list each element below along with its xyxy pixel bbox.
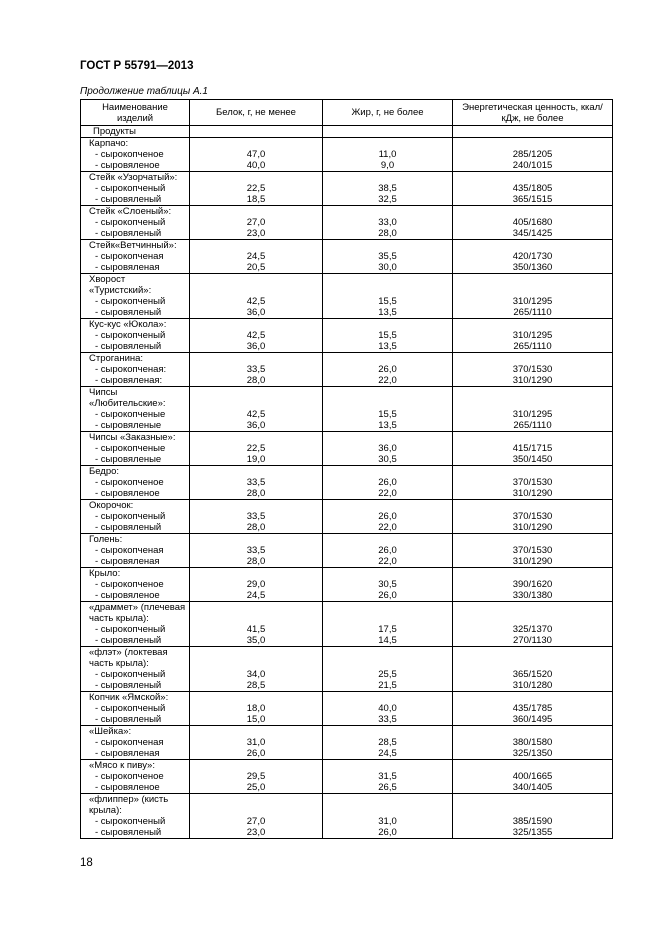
- row-energy: 310/1290: [453, 522, 613, 534]
- row-fat: 25,5: [323, 669, 453, 680]
- row-name: - сыровяленое: [81, 782, 190, 794]
- row-fat: 26,0: [323, 477, 453, 488]
- row-energy: 340/1405: [453, 782, 613, 794]
- row-protein: 28,0: [190, 556, 323, 568]
- row-name: Кус-кус «Юкола»:: [81, 319, 190, 331]
- row-protein: [190, 534, 323, 546]
- row-protein: 31,0: [190, 737, 323, 748]
- table-row: [81, 364, 613, 375]
- row-fat: [323, 726, 453, 738]
- table-row: [81, 590, 613, 602]
- row-protein: 20,5: [190, 262, 323, 274]
- row-name: - сырокопченая:: [81, 364, 190, 375]
- row-energy: [453, 692, 613, 704]
- row-fat: [323, 466, 453, 478]
- row-energy: [453, 500, 613, 512]
- table-row: [81, 477, 613, 488]
- row-name: «Шейка»:: [81, 726, 190, 738]
- row-name: - сыровяленый: [81, 635, 190, 647]
- row-protein: 33,5: [190, 545, 323, 556]
- table-row: [81, 296, 613, 307]
- row-energy: [453, 138, 613, 150]
- row-energy: [453, 760, 613, 772]
- row-protein: 28,0: [190, 522, 323, 534]
- table-row: [81, 624, 613, 635]
- row-fat: [323, 206, 453, 218]
- row-energy: 390/1620: [453, 579, 613, 590]
- row-name: Карпачо:: [81, 138, 190, 150]
- table-row: [81, 341, 613, 353]
- col-header-name: Наименование изделий: [81, 100, 190, 126]
- row-protein: 26,0: [190, 748, 323, 760]
- row-name: Строганина:: [81, 353, 190, 365]
- row-name: - сырокопченое: [81, 477, 190, 488]
- row-name: Чипсы «Заказные»:: [81, 432, 190, 444]
- table-row: [81, 149, 613, 160]
- row-energy: [453, 534, 613, 546]
- row-protein: 35,0: [190, 635, 323, 647]
- row-protein: [190, 466, 323, 478]
- row-fat: [323, 794, 453, 817]
- row-energy: 265/1110: [453, 307, 613, 319]
- row-name: - сыровяленая: [81, 556, 190, 568]
- row-fat: 22,0: [323, 375, 453, 387]
- group-row: [81, 274, 613, 297]
- row-fat: 26,5: [323, 782, 453, 794]
- row-name: «флэт» (локтевая часть крыла):: [81, 647, 190, 670]
- group-row: [81, 692, 613, 704]
- row-energy: 310/1290: [453, 375, 613, 387]
- row-protein: 47,0: [190, 149, 323, 160]
- row-energy: 350/1360: [453, 262, 613, 274]
- row-fat: [323, 138, 453, 150]
- row-name: Стейк «Узорчатый»:: [81, 172, 190, 184]
- row-energy: 265/1110: [453, 341, 613, 353]
- group-row: [81, 534, 613, 546]
- row-fat: [323, 240, 453, 252]
- table-caption: Продолжение таблицы А.1: [80, 86, 208, 97]
- row-protein: 34,0: [190, 669, 323, 680]
- table-header-row: [81, 100, 613, 126]
- row-name: - сыровяленый: [81, 341, 190, 353]
- row-name: - сырокопченая: [81, 545, 190, 556]
- row-protein: 25,0: [190, 782, 323, 794]
- row-energy: [453, 319, 613, 331]
- row-protein: 23,0: [190, 228, 323, 240]
- row-protein: [190, 602, 323, 625]
- row-energy: 310/1290: [453, 556, 613, 568]
- row-energy: 310/1295: [453, 409, 613, 420]
- group-row: [81, 500, 613, 512]
- row-fat: [323, 387, 453, 410]
- row-name: - сыровяленый: [81, 680, 190, 692]
- row-energy: 265/1110: [453, 420, 613, 432]
- row-name: - сыровяленый: [81, 307, 190, 319]
- row-name: - сыровяленый: [81, 827, 190, 839]
- nutrition-table: [80, 99, 613, 839]
- row-name: - сырокопченый: [81, 183, 190, 194]
- row-protein: 40,0: [190, 160, 323, 172]
- row-fat: 32,5: [323, 194, 453, 206]
- row-name: Стейк «Слоеный»:: [81, 206, 190, 218]
- row-name: - сырокопченое: [81, 149, 190, 160]
- row-name: - сырокопченый: [81, 217, 190, 228]
- row-protein: [190, 206, 323, 218]
- row-fat: [323, 602, 453, 625]
- row-protein: 24,5: [190, 590, 323, 602]
- row-name: «флиппер» (кисть крыла):: [81, 794, 190, 817]
- group-row: [81, 726, 613, 738]
- row-fat: [323, 353, 453, 365]
- row-energy: 370/1530: [453, 545, 613, 556]
- row-protein: [190, 726, 323, 738]
- row-energy: 420/1730: [453, 251, 613, 262]
- row-name: - сырокопченое: [81, 579, 190, 590]
- group-row: [81, 568, 613, 580]
- row-name: - сырокопченая: [81, 251, 190, 262]
- row-fat: 13,5: [323, 307, 453, 319]
- row-protein: 42,5: [190, 409, 323, 420]
- row-energy: [453, 568, 613, 580]
- row-protein: [190, 138, 323, 150]
- row-fat: 31,0: [323, 816, 453, 827]
- row-protein: [190, 647, 323, 670]
- row-protein: 22,5: [190, 443, 323, 454]
- table-row: [81, 522, 613, 534]
- row-energy: 240/1015: [453, 160, 613, 172]
- row-fat: [323, 500, 453, 512]
- row-name: Хворост «Туристский»:: [81, 274, 190, 297]
- row-protein: 18,5: [190, 194, 323, 206]
- row-name: - сыровяленое: [81, 488, 190, 500]
- row-protein: 23,0: [190, 827, 323, 839]
- table-row: [81, 748, 613, 760]
- row-fat: 28,5: [323, 737, 453, 748]
- row-name: - сырокопченое: [81, 771, 190, 782]
- row-energy: [453, 274, 613, 297]
- row-name: - сырокопченый: [81, 624, 190, 635]
- row-fat: [323, 319, 453, 331]
- row-energy: [453, 432, 613, 444]
- row-fat: 11,0: [323, 149, 453, 160]
- row-name: - сырокопченые: [81, 409, 190, 420]
- row-energy: [453, 794, 613, 817]
- row-fat: 17,5: [323, 624, 453, 635]
- table-row: [81, 714, 613, 726]
- row-energy: [453, 353, 613, 365]
- table-row: [81, 409, 613, 420]
- row-energy: 325/1350: [453, 748, 613, 760]
- group-row: [81, 138, 613, 150]
- row-energy: 310/1295: [453, 296, 613, 307]
- row-name: - сыровяленые: [81, 454, 190, 466]
- section-label: Продукты: [81, 126, 190, 138]
- row-name: - сыровяленое: [81, 590, 190, 602]
- row-name: - сырокопченый: [81, 330, 190, 341]
- row-fat: 40,0: [323, 703, 453, 714]
- table-row: [81, 454, 613, 466]
- row-energy: 415/1715: [453, 443, 613, 454]
- row-fat: 28,0: [323, 228, 453, 240]
- row-name: «Мясо к пиву»:: [81, 760, 190, 772]
- row-protein: 28,0: [190, 375, 323, 387]
- row-energy: 365/1515: [453, 194, 613, 206]
- row-energy: 325/1355: [453, 827, 613, 839]
- row-fat: 33,5: [323, 714, 453, 726]
- row-protein: [190, 432, 323, 444]
- table-body: [81, 126, 613, 839]
- row-name: - сыровяленые: [81, 420, 190, 432]
- table-row: [81, 545, 613, 556]
- table-row: [81, 703, 613, 714]
- group-row: [81, 387, 613, 410]
- col-header-fat: Жир, г, не более: [323, 100, 453, 126]
- row-protein: [190, 172, 323, 184]
- group-row: [81, 647, 613, 670]
- row-energy: 310/1280: [453, 680, 613, 692]
- row-fat: [323, 760, 453, 772]
- row-protein: 18,0: [190, 703, 323, 714]
- table-row: [81, 782, 613, 794]
- row-energy: 325/1370: [453, 624, 613, 635]
- row-name: Копчик «Ямской»:: [81, 692, 190, 704]
- table-row: [81, 680, 613, 692]
- row-protein: [190, 692, 323, 704]
- row-energy: 365/1520: [453, 669, 613, 680]
- row-fat: 30,5: [323, 579, 453, 590]
- row-protein: [190, 794, 323, 817]
- row-protein: [190, 274, 323, 297]
- row-energy: 270/1130: [453, 635, 613, 647]
- table-row: [81, 251, 613, 262]
- row-protein: [190, 568, 323, 580]
- group-row: [81, 432, 613, 444]
- table-row: [81, 737, 613, 748]
- row-fat: 9,0: [323, 160, 453, 172]
- row-name: Голень:: [81, 534, 190, 546]
- row-fat: 30,0: [323, 262, 453, 274]
- row-energy: 360/1495: [453, 714, 613, 726]
- row-energy: 370/1530: [453, 511, 613, 522]
- row-protein: 29,0: [190, 579, 323, 590]
- row-protein: [190, 760, 323, 772]
- table-row: [81, 635, 613, 647]
- row-protein: [190, 387, 323, 410]
- row-protein: 41,5: [190, 624, 323, 635]
- col-header-energy: Энергетическая ценность, ккал/кДж, не более: [453, 100, 613, 126]
- row-fat: 14,5: [323, 635, 453, 647]
- table-row: [81, 420, 613, 432]
- row-protein: [190, 500, 323, 512]
- group-row: [81, 172, 613, 184]
- row-fat: 24,5: [323, 748, 453, 760]
- row-energy: 345/1425: [453, 228, 613, 240]
- row-fat: 22,0: [323, 556, 453, 568]
- row-protein: 15,0: [190, 714, 323, 726]
- row-energy: 330/1380: [453, 590, 613, 602]
- row-energy: 310/1295: [453, 330, 613, 341]
- table-row: [81, 511, 613, 522]
- row-name: - сырокопченый: [81, 511, 190, 522]
- row-protein: 24,5: [190, 251, 323, 262]
- row-energy: [453, 726, 613, 738]
- row-protein: [190, 240, 323, 252]
- row-name: - сыровяленое: [81, 160, 190, 172]
- row-name: - сыровяленый: [81, 714, 190, 726]
- table-row: [81, 228, 613, 240]
- row-name: - сыровяленая: [81, 262, 190, 274]
- row-name: - сырокопченый: [81, 669, 190, 680]
- section-row: [81, 126, 613, 138]
- row-energy: [453, 647, 613, 670]
- group-row: [81, 206, 613, 218]
- row-fat: 30,5: [323, 454, 453, 466]
- table-row: [81, 307, 613, 319]
- row-protein: 42,5: [190, 296, 323, 307]
- row-energy: 285/1205: [453, 149, 613, 160]
- row-energy: 370/1530: [453, 364, 613, 375]
- group-row: [81, 319, 613, 331]
- table-row: [81, 375, 613, 387]
- row-fat: 38,5: [323, 183, 453, 194]
- table-row: [81, 262, 613, 274]
- row-fat: [323, 534, 453, 546]
- table-row: [81, 217, 613, 228]
- row-fat: 26,0: [323, 590, 453, 602]
- row-name: Стейк«Ветчинный»:: [81, 240, 190, 252]
- row-fat: 15,5: [323, 330, 453, 341]
- row-energy: [453, 240, 613, 252]
- row-protein: 28,0: [190, 488, 323, 500]
- row-fat: 22,0: [323, 488, 453, 500]
- row-energy: 310/1290: [453, 488, 613, 500]
- row-protein: 36,0: [190, 420, 323, 432]
- row-name: - сырокопченые: [81, 443, 190, 454]
- group-row: [81, 794, 613, 817]
- group-row: [81, 240, 613, 252]
- row-protein: [190, 319, 323, 331]
- row-name: - сырокопченая: [81, 737, 190, 748]
- row-fat: 22,0: [323, 522, 453, 534]
- row-name: - сырокопченый: [81, 816, 190, 827]
- row-protein: [190, 353, 323, 365]
- row-energy: 400/1665: [453, 771, 613, 782]
- row-energy: 435/1805: [453, 183, 613, 194]
- row-fat: [323, 432, 453, 444]
- row-fat: 26,0: [323, 364, 453, 375]
- row-name: «драммет» (плечевая часть крыла):: [81, 602, 190, 625]
- group-row: [81, 466, 613, 478]
- page-number: 18: [80, 857, 93, 869]
- row-fat: 35,5: [323, 251, 453, 262]
- row-protein: 29,5: [190, 771, 323, 782]
- table-row: [81, 183, 613, 194]
- row-protein: 27,0: [190, 816, 323, 827]
- row-fat: 36,0: [323, 443, 453, 454]
- row-protein: 33,5: [190, 477, 323, 488]
- row-protein: 19,0: [190, 454, 323, 466]
- table-row: [81, 160, 613, 172]
- row-protein: 33,5: [190, 511, 323, 522]
- row-name: Крыло:: [81, 568, 190, 580]
- row-name: - сыровяленый: [81, 522, 190, 534]
- table-row: [81, 488, 613, 500]
- row-fat: 33,0: [323, 217, 453, 228]
- group-row: [81, 760, 613, 772]
- row-fat: [323, 647, 453, 670]
- row-protein: 36,0: [190, 307, 323, 319]
- standard-code: ГОСТ Р 55791—2013: [80, 60, 194, 72]
- row-name: Бедро:: [81, 466, 190, 478]
- row-energy: [453, 387, 613, 410]
- row-fat: 13,5: [323, 341, 453, 353]
- row-name: - сырокопченый: [81, 296, 190, 307]
- row-protein: 42,5: [190, 330, 323, 341]
- row-fat: 13,5: [323, 420, 453, 432]
- row-protein: 22,5: [190, 183, 323, 194]
- row-energy: 370/1530: [453, 477, 613, 488]
- row-fat: 31,5: [323, 771, 453, 782]
- row-name: Чипсы «Любительские»:: [81, 387, 190, 410]
- table-row: [81, 579, 613, 590]
- row-name: - сыровяленая:: [81, 375, 190, 387]
- row-protein: 27,0: [190, 217, 323, 228]
- row-fat: [323, 172, 453, 184]
- row-fat: 26,0: [323, 511, 453, 522]
- table-row: [81, 771, 613, 782]
- row-protein: 36,0: [190, 341, 323, 353]
- row-name: - сыровяленая: [81, 748, 190, 760]
- row-fat: 21,5: [323, 680, 453, 692]
- row-fat: [323, 568, 453, 580]
- row-fat: 26,0: [323, 545, 453, 556]
- row-fat: [323, 274, 453, 297]
- row-name: Окорочок:: [81, 500, 190, 512]
- row-energy: 380/1580: [453, 737, 613, 748]
- row-name: - сыровяленый: [81, 194, 190, 206]
- group-row: [81, 353, 613, 365]
- row-energy: 405/1680: [453, 217, 613, 228]
- group-row: [81, 602, 613, 625]
- row-protein: 28,5: [190, 680, 323, 692]
- row-energy: 350/1450: [453, 454, 613, 466]
- row-fat: 15,5: [323, 409, 453, 420]
- row-name: - сырокопченый: [81, 703, 190, 714]
- row-protein: 33,5: [190, 364, 323, 375]
- table-row: [81, 669, 613, 680]
- table-row: [81, 556, 613, 568]
- row-fat: [323, 692, 453, 704]
- row-energy: [453, 206, 613, 218]
- col-header-protein: Белок, г, не менее: [190, 100, 323, 126]
- table-row: [81, 443, 613, 454]
- row-energy: 435/1785: [453, 703, 613, 714]
- row-energy: 385/1590: [453, 816, 613, 827]
- row-fat: 26,0: [323, 827, 453, 839]
- row-name: - сыровяленый: [81, 228, 190, 240]
- row-fat: 15,5: [323, 296, 453, 307]
- row-energy: [453, 466, 613, 478]
- table-row: [81, 194, 613, 206]
- table-row: [81, 816, 613, 827]
- row-energy: [453, 172, 613, 184]
- table-row: [81, 330, 613, 341]
- row-energy: [453, 602, 613, 625]
- table-row: [81, 827, 613, 839]
